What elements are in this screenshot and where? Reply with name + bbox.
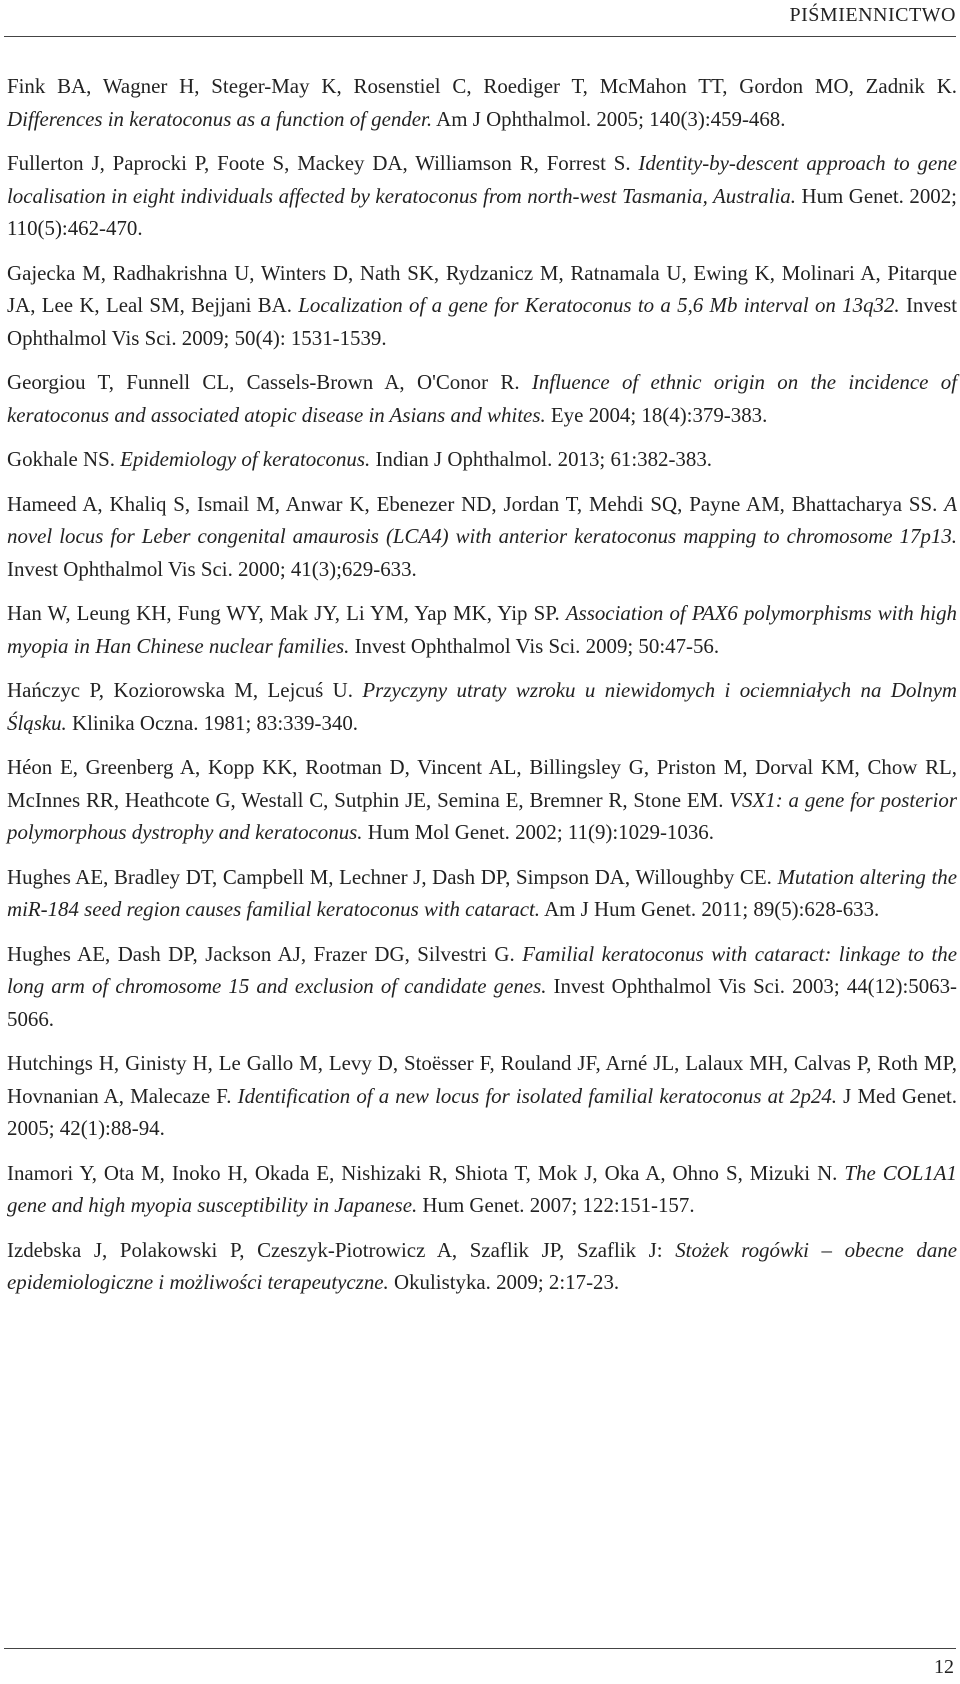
reference-entry: [7, 1234, 957, 1299]
reference-entry: [7, 861, 957, 926]
reference-title: Przyczyny utraty wzroku u niewidomych i ociemniałych na Dolnym Śląsku.: [7, 678, 957, 735]
reference-authors: Hutchings H, Ginisty H, Le Gallo M, Levy D, Stoësser F, Rouland JF, Arné JL, Lalaux MH, Calvas P, Roth MP, Hovnanian A, Malecaze F.: [7, 1051, 957, 1108]
reference-entry: [7, 597, 957, 662]
reference-entry: [7, 443, 957, 476]
reference-source: Hum Genet. 2002; 110(5):462-470.: [7, 183, 957, 240]
reference-authors: Hameed A, Khaliq S, Ismail M, Anwar K, Ebenezer ND, Jordan T, Mehdi SQ, Payne AM, Bhattacharya SS.: [7, 491, 945, 516]
reference-authors: Han W, Leung KH, Fung WY, Mak JY, Li YM, Yap MK, Yip SP.: [7, 601, 566, 625]
reference-authors: Inamori Y, Ota M, Inoko H, Okada E, Nishizaki R, Shiota T, Mok J, Oka A, Ohno S, Mizuki N.: [7, 1160, 845, 1185]
reference-title: Epidemiology of keratoconus.: [120, 447, 371, 471]
header-rule: [4, 36, 956, 37]
reference-authors: Fullerton J, Paprocki P, Foote S, Mackey DA, Williamson R, Forrest S.: [7, 151, 639, 175]
reference-source: Am J Ophthalmol. 2005; 140(3):459-468.: [432, 106, 786, 131]
running-header: PIŚMIENNICTWO: [789, 4, 956, 26]
reference-source: Invest Ophthalmol Vis Sci. 2009; 50(4): 1531-1539.: [7, 293, 957, 350]
reference-source: Okulistyka. 2009; 2:17-23.: [388, 1270, 620, 1294]
reference-source: J Med Genet. 2005; 42(1):88-94.: [7, 1083, 957, 1140]
reference-source: Klinika Oczna. 1981; 83:339-340.: [66, 710, 359, 735]
reference-entry: [7, 70, 957, 135]
reference-authors: Héon E, Greenberg A, Kopp KK, Rootman D, Vincent AL, Billingsley G, Priston M, Dorval KM, Chow RL, McInnes RR, Heathcote G, Westall C, Sutphin JE, Semina E, Bremner R, Stone EM.: [7, 755, 957, 812]
reference-authors: Gokhale NS.: [7, 447, 121, 471]
reference-title: Identification of a new locus for isolated familial keratoconus at 2p24.: [237, 1083, 838, 1108]
reference-authors: Georgiou T, Funnell CL, Cassels-Brown A, O'Conor R.: [7, 370, 532, 394]
reference-authors: Hughes AE, Dash DP, Jackson AJ, Frazer DG, Silvestri G.: [7, 941, 523, 966]
reference-source: Am J Hum Genet. 2011; 89(5):628-633.: [540, 897, 880, 921]
reference-source: Eye 2004; 18(4):379-383.: [545, 402, 768, 427]
reference-authors: Fink BA, Wagner H, Steger-May K, Rosenstiel C, Roediger T, McMahon TT, Gordon MO, Zadnik K.: [7, 74, 957, 98]
reference-entry: [7, 1157, 957, 1222]
reference-authors: Hańczyc P, Koziorowska M, Lejcuś U.: [7, 678, 363, 702]
reference-title: Stożek rogówki – obecne dane epidemiologiczne i możliwości terapeutyczne.: [7, 1237, 958, 1294]
reference-source: Hum Genet. 2007; 122:151-157.: [417, 1193, 695, 1217]
reference-entry: [7, 751, 957, 849]
reference-title: Familial keratoconus with cataract: linkage to the long arm of chromosome 15 and exclusion of candidate genes.: [7, 941, 957, 998]
reference-title: The COL1A1 gene and high myopia susceptibility in Japanese.: [7, 1160, 957, 1217]
reference-entry: [7, 366, 957, 431]
reference-title: Identity-by-descent approach to gene localisation in eight individuals affected by keratoconus from north-west Tasmania, Australia.: [7, 151, 957, 208]
reference-entry: [7, 938, 957, 1036]
reference-authors: Izdebska J, Polakowski P, Czeszyk-Piotrowicz A, Szaflik JP, Szaflik J:: [7, 1237, 676, 1262]
reference-title: Mutation altering the miR-184 seed region causes familial keratoconus with cataract.: [7, 864, 957, 921]
reference-source: Hum Mol Genet. 2002; 11(9):1029-1036.: [362, 820, 714, 844]
reference-source: Indian J Ophthalmol. 2013; 61:382-383.: [370, 447, 712, 471]
reference-source: Invest Ophthalmol Vis Sci. 2003; 44(12):5063-5066.: [7, 974, 957, 1031]
reference-source: Invest Ophthalmol Vis Sci. 2000; 41(3);629-633.: [7, 556, 417, 581]
reference-title: VSX1: a gene for posterior polymorphous dystrophy and keratoconus.: [7, 787, 957, 844]
reference-title: Influence of ethnic origin on the incidence of keratoconus and associated atopic disease in Asians and whites.: [7, 370, 958, 427]
reference-entry: [7, 674, 957, 739]
page-number: 12: [934, 1656, 954, 1678]
reference-title: A novel locus for Leber congenital amaurosis (LCA4) with anterior keratoconus mapping to chromosome 17p13.: [7, 491, 957, 548]
reference-entry: [7, 488, 957, 586]
reference-entry: [7, 147, 957, 245]
reference-entry: [7, 257, 957, 355]
reference-authors: Gajecka M, Radhakrishna U, Winters D, Nath SK, Rydzanicz M, Ratnamala U, Ewing K, Molinari A, Pitarque JA, Lee K, Leal SM, Bejjani BA.: [7, 260, 957, 317]
reference-entry: [7, 1047, 957, 1145]
reference-title: Differences in keratoconus as a function of gender.: [7, 106, 433, 131]
reference-title: Association of PAX6 polymorphisms with high myopia in Han Chinese nuclear families.: [7, 601, 957, 658]
reference-title: Localization of a gene for Keratoconus to a 5,6 Mb interval on 13q32.: [298, 293, 900, 317]
footer-rule: [4, 1648, 956, 1649]
reference-source: Invest Ophthalmol Vis Sci. 2009; 50:47-56.: [349, 633, 720, 658]
reference-authors: Hughes AE, Bradley DT, Campbell M, Lechner J, Dash DP, Simpson DA, Willoughby CE.: [7, 864, 778, 889]
reference-list: [7, 70, 957, 1311]
